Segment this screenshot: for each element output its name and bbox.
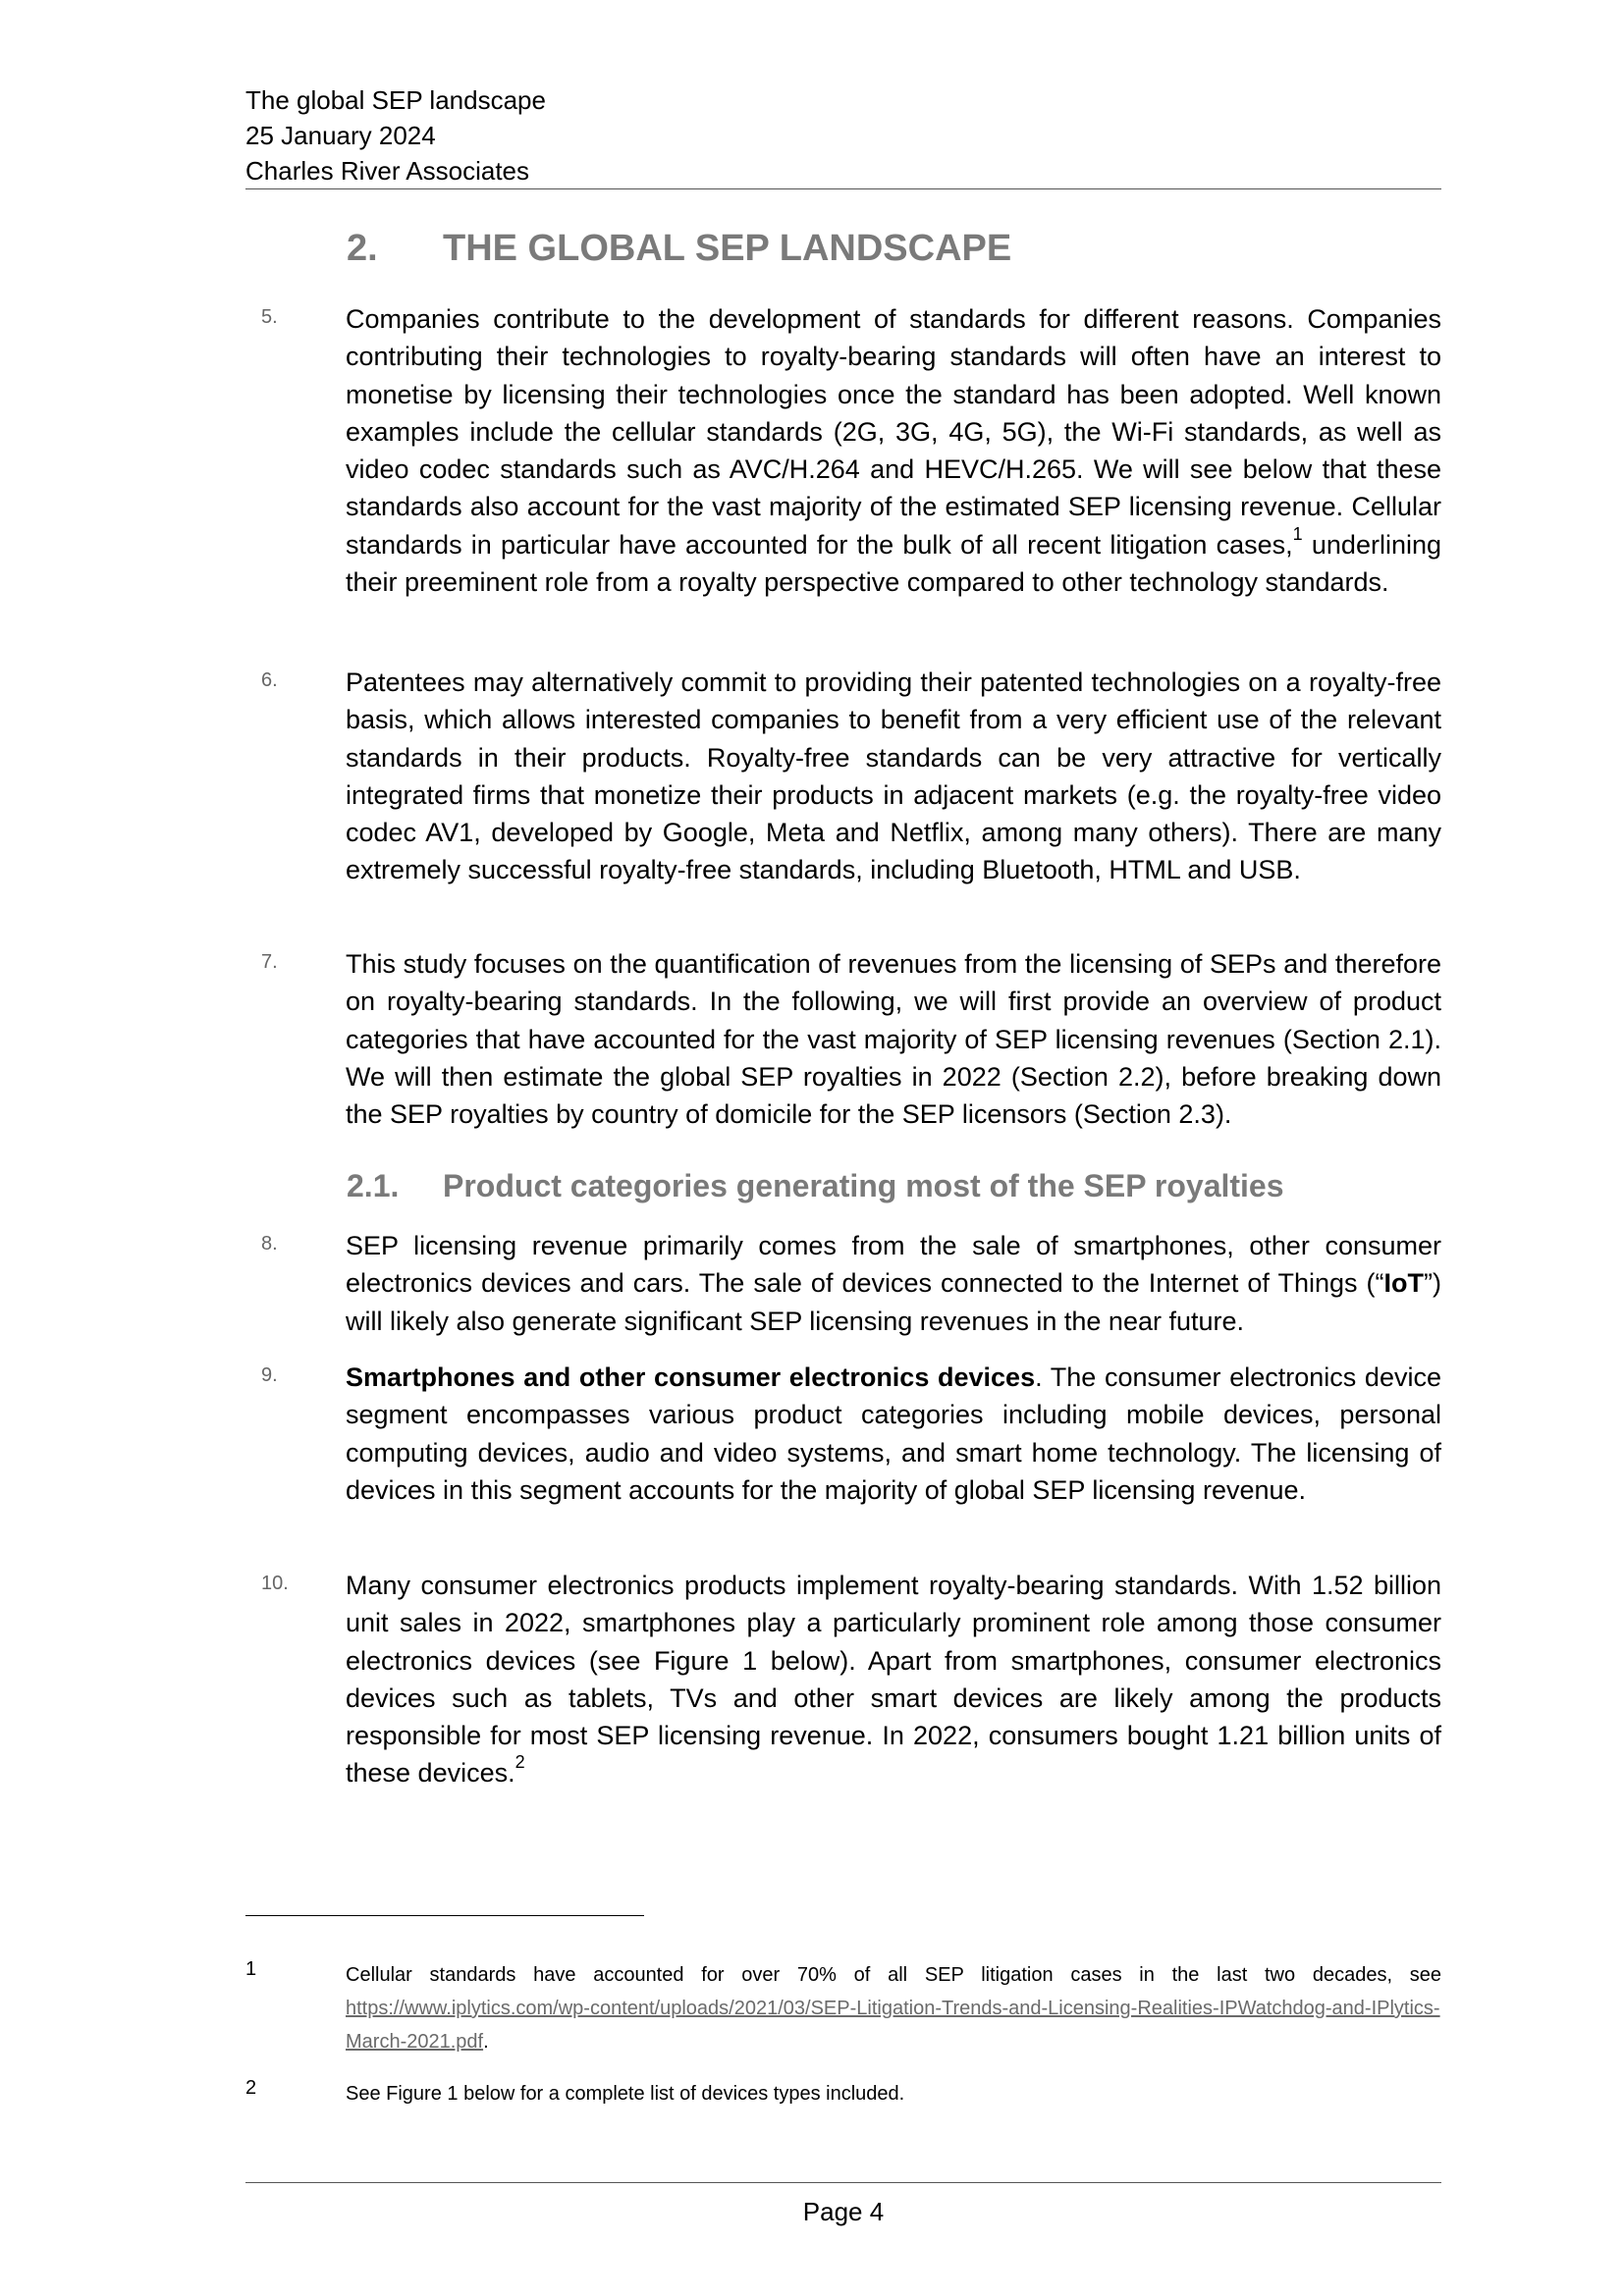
section-number: 2.: [347, 228, 378, 269]
footnote-ref-2[interactable]: 2: [514, 1752, 525, 1773]
bold-lead: Smartphones and other consumer electronics devices: [346, 1362, 1036, 1392]
paragraph-text-part: underlining their preeminent role from a royalty perspective compared to other technology standards.: [346, 529, 1441, 598]
paragraph-text-part: Many consumer electronics products implement royalty-bearing standards. With 1.52 billion unit sales in 2022, smartphones play a particularly prominent role among those consumer electronics devices (see Figure 1 below). Apart from smartphones, consumer electronics devices such as tablets, TVs and other smart devices are likely among the products responsible for most SEP licensing revenue. In 2022, consumers bought 1.21 billion units of these devices.: [346, 1571, 1441, 1789]
header-company: Charles River Associates: [245, 156, 529, 186]
paragraph-number: 9.: [261, 1364, 278, 1386]
footnote-number: 1: [245, 1958, 257, 1980]
section-title: THE GLOBAL SEP LANDSCAPE: [443, 228, 1012, 269]
paragraph-text: [346, 1359, 1441, 1509]
bold-term: IoT: [1383, 1268, 1425, 1299]
paragraph-text: [346, 300, 1441, 601]
paragraph-number: 5.: [261, 306, 278, 328]
header-date: 25 January 2024: [245, 121, 436, 150]
header-divider: [245, 188, 1441, 189]
subsection-heading: [347, 1164, 1284, 1207]
footnote-text: See Figure 1 below for a complete list of devices types included.: [346, 2083, 905, 2105]
paragraph-text: [346, 1227, 1441, 1340]
paragraph-text-part: . The consumer electronics device segment encompasses various product categories including mobile devices, personal computing devices, audio and video systems, and smart home technology. The licensing of devices in this segment accounts for the majority of global SEP licensing revenue.: [346, 1362, 1441, 1505]
paragraph-text-part: Companies contribute to the development of standards for different reasons. Companies contributing their technologies to royalty-bearing standards will often have an interest to monetise by licensing their technologies once the standard has been adopted. Well known examples include the cellular standards (2G, 3G, 4G, 5G), the Wi-Fi standards, as well as video codec standards such as AVC/H.264 and HEVC/H.265. We will see below that these standards also account for the vast majority of the estimated SEP licensing revenue. Cellular standards in particular have accounted for the bulk of all recent litigation cases,: [346, 304, 1441, 560]
subsection-title: Product categories generating most of the SEP royalties: [443, 1168, 1284, 1203]
paragraph-text: [346, 1567, 1441, 1792]
footnote-text-part: .: [483, 2031, 489, 2053]
footnote-number: 2: [245, 2077, 257, 2099]
paragraph-text: Patentees may alternatively commit to providing their patented technologies on a royalty-free basis, which allows interested companies to benefit from a very efficient use of the relevant standards in their products. Royalty-free standards can be very attractive for vertically integrated firms that monetize their products in adjacent markets (e.g. the royalty-free video codec AV1, developed by Google, Meta and Netflix, among many others). There are many extremely successful royalty-free standards, including Bluetooth, HTML and USB.: [346, 667, 1441, 885]
subsection-number: 2.1.: [347, 1168, 400, 1203]
paragraph-number: 6.: [261, 669, 278, 691]
paragraph-number: 10.: [261, 1573, 289, 1594]
paragraph-number: 8.: [261, 1233, 278, 1255]
footnote-text-part: Cellular standards have accounted for over 70% of all SEP litigation cases in the last two decades, see: [346, 1964, 1441, 1986]
paragraph-number: 7.: [261, 951, 278, 973]
paragraph-text-part: SEP licensing revenue primarily comes from the sale of smartphones, other consumer electronics devices and cars. The sale of devices connected to the Internet of Things (“: [346, 1231, 1441, 1299]
header-title: The global SEP landscape: [245, 85, 546, 115]
paragraph-text: This study focuses on the quantification of revenues from the licensing of SEPs and therefore on royalty-bearing standards. In the following, we will first provide an overview of product categories that have accounted for the vast majority of SEP licensing revenues (Section 2.1). We will then estimate the global SEP royalties in 2022 (Section 2.2), before breaking down the SEP royalties by country of domicile for the SEP licensors (Section 2.3).: [346, 949, 1441, 1130]
page-number: Page 4: [802, 2197, 885, 2226]
footnote-text: [346, 1958, 1441, 2058]
section-heading: [347, 224, 1011, 273]
footnote-ref-1[interactable]: 1: [1292, 523, 1303, 544]
footer-divider: [245, 2182, 1441, 2183]
running-header: [245, 82, 1441, 188]
footnote-separator: [245, 1915, 644, 1916]
paragraph-text-part: ”) will likely also generate significant SEP licensing revenues in the near future.: [346, 1268, 1441, 1336]
footnote-link[interactable]: https://www.iplytics.com/wp-content/uploads/2021/03/SEP-Litigation-Trends-and-Licensing-Realities-IPWatchdog-and-IPlytics-March-2021.pdf: [346, 1998, 1440, 2053]
